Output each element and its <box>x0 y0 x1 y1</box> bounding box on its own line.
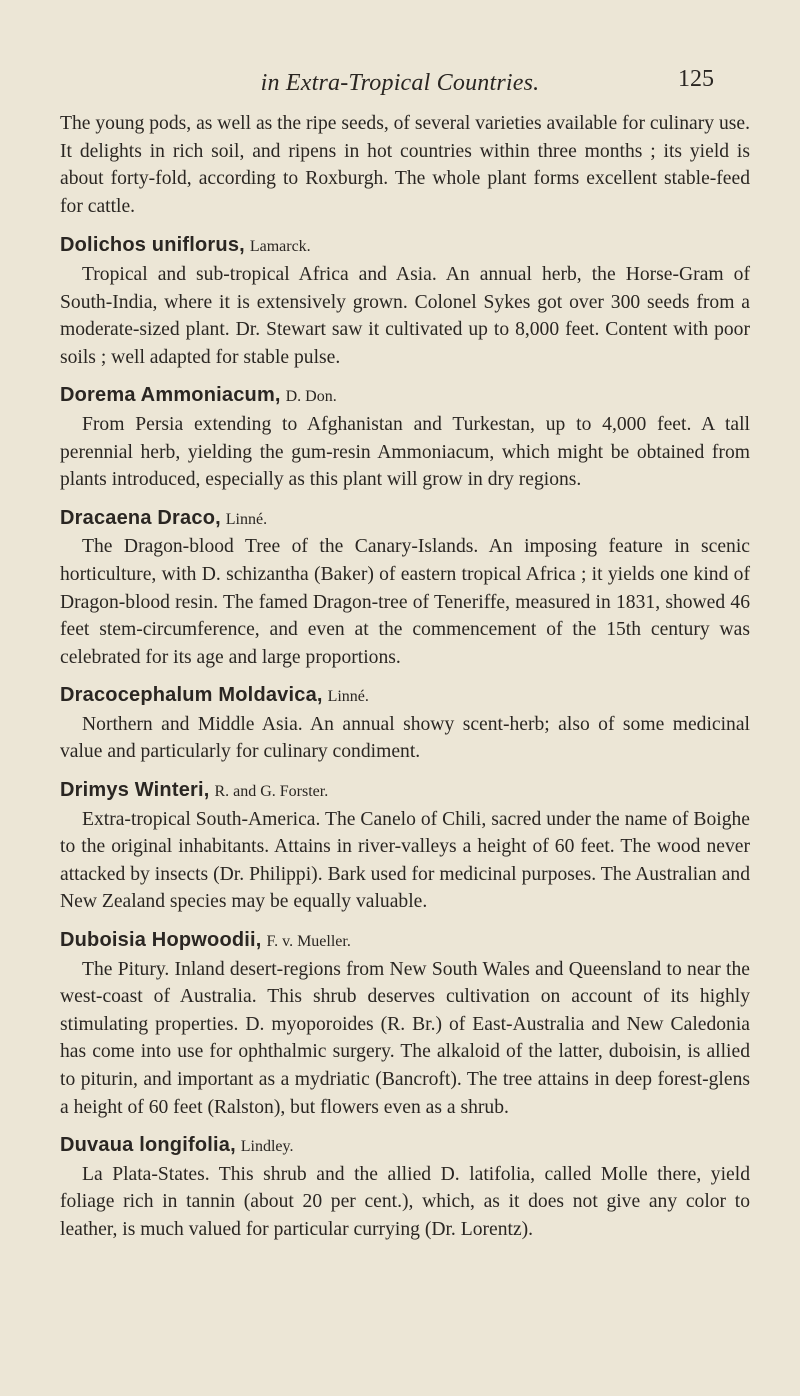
species-name: Dorema Ammoniacum, <box>60 384 281 407</box>
species-author: F. v. Mueller. <box>266 933 351 951</box>
intro-paragraph: The young pods, as well as the ripe seeds, of several varieties available for culinary use. It delights in rich soil, and ripens in hot countries within three months ; its yield is about forty-fold, according to Roxburgh. The whole plant forms excellent stable-feed for cattle. <box>60 113 750 217</box>
entry-drimys-winteri <box>60 777 750 916</box>
entry-dracaena-draco <box>60 505 750 672</box>
species-name: Dolichos uniflorus, <box>60 234 245 257</box>
entry-text: Northern and Middle Asia. An annual showy scent-herb; also of some medicinal value and particularly for culinary condiment. <box>60 713 750 763</box>
page-number: 125 <box>678 66 714 92</box>
entry-text: The Dragon-blood Tree of the Canary-Islands. An imposing feature in scenic horticulture, with D. schizantha (Baker) of eastern tropical Africa ; it yields one kind of Dragon-blood resin. The famed Dragon-tree of Teneriffe, measured in 1831, showed 46 feet stem-circumference, and even at the commencement of the 15th century was celebrated for its age and large proportions. <box>60 536 750 668</box>
species-name: Drimys Winteri, <box>60 779 210 802</box>
entry-text: La Plata-States. This shrub and the allied D. latifolia, called Molle there, yield foliage rich in tannin (about 20 per cent.), which, as it does not give any color to leather, is much valued for particular currying (Dr. Lorentz). <box>60 1163 750 1240</box>
running-head <box>0 60 800 100</box>
entry-dracocephalum-moldavica <box>60 682 750 766</box>
entry-dorema-ammoniacum <box>60 382 750 493</box>
entry-dolichos-uniflorus <box>60 232 750 371</box>
running-title: in Extra-Tropical Countries. <box>260 70 540 96</box>
species-author: Linné. <box>225 510 268 528</box>
entry-heading <box>60 927 750 956</box>
entry-heading <box>60 1132 750 1161</box>
species-name: Duvaua longifolia, <box>60 1134 236 1157</box>
body-text <box>60 110 750 1255</box>
entry-heading <box>60 382 750 411</box>
entry-heading <box>60 682 750 711</box>
entry-duvaua-longifolia <box>60 1132 750 1243</box>
species-name: Duboisia Hopwoodii, <box>60 929 262 952</box>
entry-text: Tropical and sub-tropical Africa and Asia. An annual herb, the Horse-Gram of South-India, where it is extensively grown. Colonel Sykes got over 300 seeds from a moderate-sized plant. Dr. Stewart saw it cultivated up to 8,000 feet. Content with poor soils ; well adapted for stable pulse. <box>60 263 750 368</box>
species-author: Lindley. <box>240 1138 294 1156</box>
entry-duboisia-hopwoodii <box>60 927 750 1121</box>
species-name: Dracaena Draco, <box>60 506 221 529</box>
entry-heading <box>60 232 750 261</box>
entry-text: From Persia extending to Afghanistan and Turkestan, up to 4,000 feet. A tall perennial herb, yielding the gum-resin Ammoniacum, which might be obtained from plants introduced, especially as this plant will grow in dry regions. <box>60 413 750 491</box>
species-name: Dracocephalum Moldavica, <box>60 684 323 707</box>
entry-heading <box>60 505 750 534</box>
species-author: R. and G. Forster. <box>214 783 329 801</box>
species-author: Lamarck. <box>249 238 311 256</box>
entry-text: Extra-tropical South-America. The Canelo of Chili, sacred under the name of Boighe to the original inhabitants. Attains in river-valleys a height of 60 feet. The wood never attacked by insects (Dr. Philippi). Bark used for medicinal purposes. The Australian and New Zealand species may be equally valuable. <box>60 808 750 913</box>
entry-heading <box>60 777 750 806</box>
species-author: Linné. <box>327 688 369 706</box>
species-author: D. Don. <box>285 388 337 406</box>
entry-text: The Pitury. Inland desert-regions from New South Wales and Queensland to near the west-coast of Australia. This shrub deserves cultivation on account of its highly stimulating properties. D. myoporoides (R. Br.) of East-Australia and New Caledonia has come into use for ophthalmic surgery. The alkaloid of the latter, duboisin, is allied to piturin, and important as a mydriatic (Bancroft). The tree attains in deep forest-glens a height of 60 feet (Ralston), but flowers even as a shrub. <box>60 958 750 1118</box>
